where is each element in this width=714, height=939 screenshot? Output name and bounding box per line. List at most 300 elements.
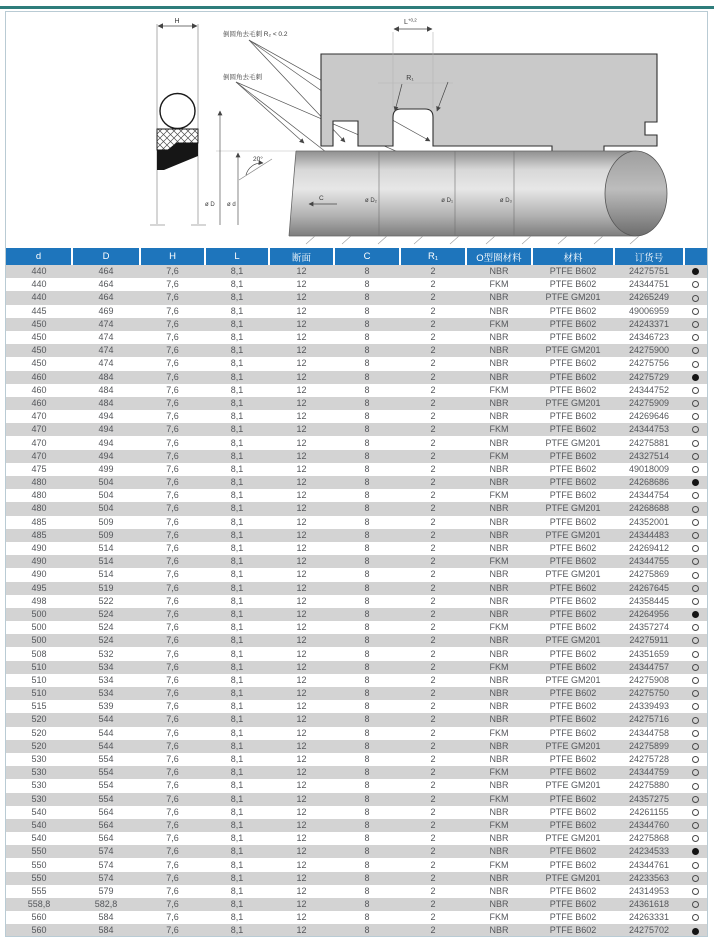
cell-L: 8,1 <box>230 305 244 316</box>
cell-d: 508 <box>31 648 47 659</box>
cell-order-no: 24275750 <box>628 688 670 699</box>
cell-d: 490 <box>31 569 47 580</box>
table-row <box>6 766 707 779</box>
cell-oring-material: NBR <box>489 437 509 448</box>
cell-order-no: 24275716 <box>628 714 670 725</box>
cell-availability <box>684 647 707 660</box>
cell-availability <box>684 384 707 397</box>
cell-oring-material: NBR <box>489 569 509 580</box>
cell-D: 544 <box>98 727 114 738</box>
cell-R1: 2 <box>430 332 436 343</box>
table-row <box>6 555 707 568</box>
table-row <box>6 384 707 397</box>
table-row <box>6 595 707 608</box>
cell-availability <box>684 265 707 278</box>
cell-L: 8,1 <box>230 648 244 659</box>
cell-L: 8,1 <box>230 635 244 646</box>
cell-section: 12 <box>296 318 307 329</box>
cell-oring-material: NBR <box>489 411 509 422</box>
cell-oring-material: NBR <box>489 358 509 369</box>
cell-H: 7,6 <box>166 859 179 870</box>
cell-order-no: 24352001 <box>628 516 670 527</box>
cell-material: PTFE B602 <box>549 846 597 857</box>
cell-material: PTFE B602 <box>549 318 597 329</box>
cell-material: PTFE B602 <box>549 859 597 870</box>
cell-D: 582,8 <box>94 899 118 910</box>
cell-R1: 2 <box>430 833 436 844</box>
cell-material: PTFE B602 <box>549 516 597 527</box>
cell-order-no: 24357274 <box>628 622 670 633</box>
cell-material: PTFE GM201 <box>545 872 601 883</box>
cell-R1: 2 <box>430 516 436 527</box>
cell-material: PTFE B602 <box>549 279 597 290</box>
cell-d: 540 <box>31 819 47 830</box>
cell-D: 504 <box>98 503 114 514</box>
cell-oring-material: NBR <box>489 332 509 343</box>
cell-L: 8,1 <box>230 569 244 580</box>
cell-R1: 2 <box>430 411 436 422</box>
cell-availability <box>684 331 707 344</box>
cell-availability <box>684 832 707 845</box>
table-row <box>6 845 707 858</box>
availability-dot-open <box>692 743 699 750</box>
cell-section: 12 <box>296 661 307 672</box>
cell-d: 470 <box>31 424 47 435</box>
cell-section: 12 <box>296 477 307 488</box>
top-accent-line <box>0 6 714 9</box>
cell-oring-material: FKM <box>489 424 509 435</box>
cell-order-no: 24346723 <box>628 332 670 343</box>
cell-order-no: 24357275 <box>628 793 670 804</box>
table-row <box>6 344 707 357</box>
cell-R1: 2 <box>430 701 436 712</box>
cell-oring-material: NBR <box>489 754 509 765</box>
cell-D: 484 <box>98 397 114 408</box>
cell-C: 8 <box>364 846 370 857</box>
cell-D: 544 <box>98 714 114 725</box>
availability-dot-open <box>692 440 699 447</box>
cell-L: 8,1 <box>230 885 244 896</box>
cell-order-no: 24344757 <box>628 661 670 672</box>
angle-and-diameter-dims <box>205 111 272 225</box>
cell-section: 12 <box>296 450 307 461</box>
cell-availability <box>684 278 707 291</box>
cell-oring-material: NBR <box>489 595 509 606</box>
cell-R1: 2 <box>430 925 436 936</box>
cell-d: 440 <box>31 279 47 290</box>
cell-C: 8 <box>364 661 370 672</box>
cell-availability <box>684 436 707 449</box>
cell-C: 8 <box>364 595 370 606</box>
cell-d: 450 <box>31 345 47 356</box>
availability-dot-open <box>692 690 699 697</box>
availability-dot-open <box>692 888 699 895</box>
cell-C: 8 <box>364 529 370 540</box>
cell-availability <box>684 687 707 700</box>
cell-D: 464 <box>98 279 114 290</box>
cell-availability <box>684 582 707 595</box>
availability-dot-open <box>692 295 699 302</box>
cell-H: 7,6 <box>166 925 179 936</box>
cell-order-no: 24351659 <box>628 648 670 659</box>
availability-dot-open <box>692 361 699 368</box>
cell-H: 7,6 <box>166 358 179 369</box>
label-dia-D2: ø D₂ <box>365 198 377 204</box>
cell-material: PTFE B602 <box>549 806 597 817</box>
cell-availability <box>684 700 707 713</box>
availability-dot-open <box>692 519 699 526</box>
cell-section: 12 <box>296 846 307 857</box>
column-header-availability <box>684 248 707 265</box>
cell-C: 8 <box>364 371 370 382</box>
cell-availability <box>684 727 707 740</box>
annotation-deburr: 倒圆角去毛刺 <box>223 74 262 81</box>
cell-section: 12 <box>296 463 307 474</box>
cell-L: 8,1 <box>230 674 244 685</box>
cell-section: 12 <box>296 279 307 290</box>
cell-C: 8 <box>364 780 370 791</box>
cell-material: PTFE B602 <box>549 543 597 554</box>
cell-material: PTFE B602 <box>549 358 597 369</box>
cell-L: 8,1 <box>230 266 244 277</box>
cell-L: 8,1 <box>230 477 244 488</box>
cell-R1: 2 <box>430 727 436 738</box>
cell-H: 7,6 <box>166 701 179 712</box>
cell-d: 450 <box>31 332 47 343</box>
cell-L: 8,1 <box>230 912 244 923</box>
cell-H: 7,6 <box>166 872 179 883</box>
cell-L: 8,1 <box>230 332 244 343</box>
table-row <box>6 516 707 529</box>
cell-availability <box>684 463 707 476</box>
cell-R1: 2 <box>430 582 436 593</box>
cell-availability <box>684 410 707 423</box>
cell-material: PTFE GM201 <box>545 833 601 844</box>
cell-C: 8 <box>364 345 370 356</box>
cell-D: 494 <box>98 450 114 461</box>
cell-oring-material: NBR <box>489 516 509 527</box>
table-row <box>6 436 707 449</box>
table-row <box>6 700 707 713</box>
cell-availability <box>684 595 707 608</box>
cell-order-no: 24275729 <box>628 371 670 382</box>
cell-d: 530 <box>31 754 47 765</box>
cell-oring-material: NBR <box>489 292 509 303</box>
table-row <box>6 397 707 410</box>
cell-L: 8,1 <box>230 490 244 501</box>
cell-oring-material: FKM <box>489 767 509 778</box>
cell-oring-material: NBR <box>489 740 509 751</box>
cell-oring-material: NBR <box>489 806 509 817</box>
table-row <box>6 911 707 924</box>
content-frame <box>5 11 708 937</box>
cell-H: 7,6 <box>166 411 179 422</box>
cell-C: 8 <box>364 292 370 303</box>
column-header-C: C <box>334 248 400 265</box>
cell-C: 8 <box>364 266 370 277</box>
cell-L: 8,1 <box>230 279 244 290</box>
cell-order-no: 24344752 <box>628 384 670 395</box>
cell-D: 509 <box>98 516 114 527</box>
annotation-deburr-r2: 倒圆角去毛刺 R₂ < 0.2 <box>223 31 288 38</box>
cell-R1: 2 <box>430 463 436 474</box>
cell-material: PTFE B602 <box>549 661 597 672</box>
cell-availability <box>684 318 707 331</box>
cell-oring-material: NBR <box>489 463 509 474</box>
table-row <box>6 502 707 515</box>
availability-dot-open <box>692 664 699 671</box>
cell-H: 7,6 <box>166 727 179 738</box>
availability-dot-open <box>692 532 699 539</box>
cell-H: 7,6 <box>166 661 179 672</box>
gland-outline <box>321 54 657 157</box>
cell-oring-material: FKM <box>489 912 509 923</box>
cell-R1: 2 <box>430 503 436 514</box>
cell-C: 8 <box>364 437 370 448</box>
cell-d: 450 <box>31 318 47 329</box>
cell-availability <box>684 674 707 687</box>
cell-availability <box>684 489 707 502</box>
cell-material: PTFE B602 <box>549 885 597 896</box>
cell-H: 7,6 <box>166 608 179 619</box>
cell-availability <box>684 793 707 806</box>
cell-order-no: 24275728 <box>628 754 670 765</box>
cell-C: 8 <box>364 912 370 923</box>
drawing-area <box>6 12 707 248</box>
table-row <box>6 806 707 819</box>
cell-H: 7,6 <box>166 318 179 329</box>
cell-material: PTFE B602 <box>549 819 597 830</box>
cell-availability <box>684 608 707 621</box>
table-row <box>6 423 707 436</box>
table-row <box>6 634 707 647</box>
label-angle-20: 20° <box>253 156 263 163</box>
cell-availability <box>684 357 707 370</box>
cell-section: 12 <box>296 780 307 791</box>
cell-section: 12 <box>296 925 307 936</box>
cell-material: PTFE GM201 <box>545 292 601 303</box>
cell-section: 12 <box>296 371 307 382</box>
cell-H: 7,6 <box>166 332 179 343</box>
cell-L: 8,1 <box>230 793 244 804</box>
cell-material: PTFE GM201 <box>545 740 601 751</box>
cell-order-no: 24275900 <box>628 345 670 356</box>
cell-order-no: 24344755 <box>628 556 670 567</box>
cell-d: 445 <box>31 305 47 316</box>
cell-D: 564 <box>98 833 114 844</box>
cell-R1: 2 <box>430 371 436 382</box>
cell-section: 12 <box>296 859 307 870</box>
cell-R1: 2 <box>430 424 436 435</box>
cell-H: 7,6 <box>166 767 179 778</box>
cell-section: 12 <box>296 767 307 778</box>
cell-R1: 2 <box>430 754 436 765</box>
table-row <box>6 753 707 766</box>
cell-R1: 2 <box>430 318 436 329</box>
availability-dot-open <box>692 783 699 790</box>
cell-material: PTFE B602 <box>549 608 597 619</box>
cell-oring-material: NBR <box>489 714 509 725</box>
cell-L: 8,1 <box>230 661 244 672</box>
cell-H: 7,6 <box>166 450 179 461</box>
table-row <box>6 885 707 898</box>
cell-section: 12 <box>296 899 307 910</box>
table-row <box>6 542 707 555</box>
cell-order-no: 24344754 <box>628 490 670 501</box>
availability-dot-open <box>692 572 699 579</box>
cell-d: 470 <box>31 411 47 422</box>
cell-section: 12 <box>296 424 307 435</box>
cell-d: 460 <box>31 384 47 395</box>
cell-C: 8 <box>364 635 370 646</box>
cell-oring-material: NBR <box>489 266 509 277</box>
cell-L: 8,1 <box>230 384 244 395</box>
cell-availability <box>684 779 707 792</box>
cell-d: 490 <box>31 556 47 567</box>
cell-oring-material: FKM <box>489 727 509 738</box>
cell-C: 8 <box>364 569 370 580</box>
availability-dot-open <box>692 558 699 565</box>
cell-availability <box>684 806 707 819</box>
label-dia-D3: ø D₃ <box>499 198 512 204</box>
cell-section: 12 <box>296 345 307 356</box>
cell-R1: 2 <box>430 490 436 501</box>
cell-D: 484 <box>98 371 114 382</box>
cell-material: PTFE B602 <box>549 899 597 910</box>
cell-D: 564 <box>98 806 114 817</box>
cell-H: 7,6 <box>166 595 179 606</box>
cell-order-no: 24268686 <box>628 477 670 488</box>
cell-R1: 2 <box>430 793 436 804</box>
cell-section: 12 <box>296 305 307 316</box>
cell-d: 550 <box>31 859 47 870</box>
cell-material: PTFE B602 <box>549 727 597 738</box>
cell-availability <box>684 344 707 357</box>
cell-R1: 2 <box>430 674 436 685</box>
cell-availability <box>684 845 707 858</box>
cell-section: 12 <box>296 793 307 804</box>
cell-L: 8,1 <box>230 529 244 540</box>
cell-L: 8,1 <box>230 595 244 606</box>
availability-dot-open <box>692 308 699 315</box>
cell-availability <box>684 423 707 436</box>
cell-D: 554 <box>98 767 114 778</box>
cell-R1: 2 <box>430 358 436 369</box>
table-row <box>6 674 707 687</box>
cell-L: 8,1 <box>230 450 244 461</box>
cell-D: 574 <box>98 859 114 870</box>
availability-dot-open <box>692 545 699 552</box>
cell-L: 8,1 <box>230 292 244 303</box>
table-row <box>6 450 707 463</box>
cell-section: 12 <box>296 437 307 448</box>
rod-body <box>289 151 636 236</box>
cell-L: 8,1 <box>230 424 244 435</box>
cell-oring-material: FKM <box>489 384 509 395</box>
table-row <box>6 291 707 304</box>
cell-availability <box>684 476 707 489</box>
cell-D: 532 <box>98 648 114 659</box>
cell-section: 12 <box>296 688 307 699</box>
cell-H: 7,6 <box>166 793 179 804</box>
cell-L: 8,1 <box>230 437 244 448</box>
cell-C: 8 <box>364 556 370 567</box>
cell-availability <box>684 713 707 726</box>
table-row <box>6 858 707 871</box>
cell-d: 470 <box>31 450 47 461</box>
table-row <box>6 331 707 344</box>
cell-R1: 2 <box>430 714 436 725</box>
cell-availability <box>684 291 707 304</box>
table-row <box>6 819 707 832</box>
availability-dot-open <box>692 914 699 921</box>
cell-d: 530 <box>31 780 47 791</box>
cell-oring-material: NBR <box>489 674 509 685</box>
cell-D: 554 <box>98 754 114 765</box>
cell-H: 7,6 <box>166 819 179 830</box>
cell-oring-material: NBR <box>489 305 509 316</box>
availability-dot-open <box>692 875 699 882</box>
cell-material: PTFE B602 <box>549 556 597 567</box>
cell-C: 8 <box>364 608 370 619</box>
gland-block <box>321 18 657 158</box>
cell-d: 510 <box>31 688 47 699</box>
cell-d: 498 <box>31 595 47 606</box>
cell-R1: 2 <box>430 384 436 395</box>
cell-material: PTFE B602 <box>549 305 597 316</box>
cell-order-no: 24314953 <box>628 885 670 896</box>
cell-d: 480 <box>31 490 47 501</box>
label-R1: R₁ <box>406 75 414 82</box>
column-header-d: d <box>6 248 72 265</box>
table-row <box>6 463 707 476</box>
cell-material: PTFE B602 <box>549 411 597 422</box>
cell-material: PTFE B602 <box>549 925 597 936</box>
cell-d: 485 <box>31 529 47 540</box>
cell-d: 440 <box>31 266 47 277</box>
cell-L: 8,1 <box>230 714 244 725</box>
table-row <box>6 687 707 700</box>
cell-section: 12 <box>296 819 307 830</box>
cell-availability <box>684 568 707 581</box>
table-row <box>6 489 707 502</box>
cell-oring-material: NBR <box>489 688 509 699</box>
cell-availability <box>684 529 707 542</box>
cell-H: 7,6 <box>166 371 179 382</box>
cell-C: 8 <box>364 767 370 778</box>
cell-d: 515 <box>31 701 47 712</box>
cell-availability <box>684 819 707 832</box>
cell-oring-material: FKM <box>489 661 509 672</box>
availability-dot-open <box>692 756 699 763</box>
table-row <box>6 872 707 885</box>
table-row <box>6 371 707 384</box>
table-row <box>6 608 707 621</box>
cell-availability <box>684 305 707 318</box>
cell-d: 460 <box>31 371 47 382</box>
cell-oring-material: NBR <box>489 780 509 791</box>
technical-drawing <box>6 12 707 248</box>
cell-material: PTFE GM201 <box>545 397 601 408</box>
cell-D: 522 <box>98 595 114 606</box>
cell-d: 558,8 <box>27 899 51 910</box>
cell-R1: 2 <box>430 397 436 408</box>
cell-L: 8,1 <box>230 397 244 408</box>
cell-availability <box>684 371 707 384</box>
cell-L: 8,1 <box>230 780 244 791</box>
cell-R1: 2 <box>430 622 436 633</box>
cell-oring-material: NBR <box>489 846 509 857</box>
